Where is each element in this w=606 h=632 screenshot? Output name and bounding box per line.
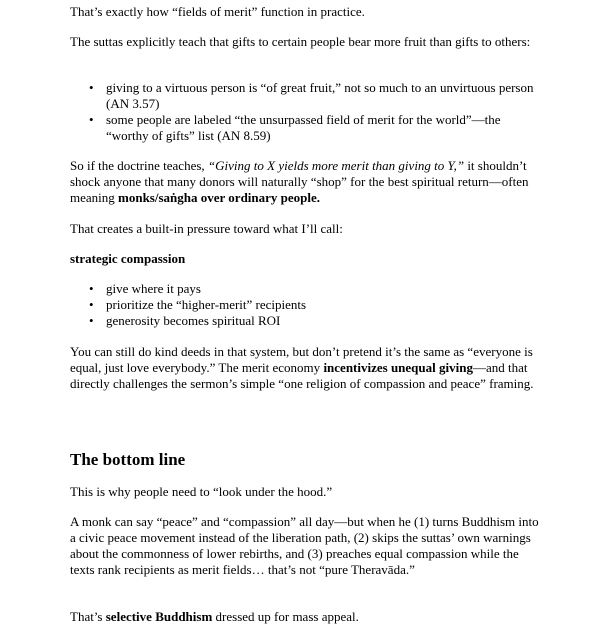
doctrine-bold: monks/saṅgha over ordinary people.	[118, 190, 321, 205]
list-item: • some people are labeled “the unsurpassed field of merit for the world”—the “worthy of gifts” list (AN 8.59)	[70, 112, 540, 144]
final-tail: dressed up for mass appeal.	[212, 609, 359, 624]
list-item: • give where it pays	[70, 281, 540, 297]
traits-list	[70, 281, 540, 329]
doctrine-middle: it shouldn’t shock anyone that many donors will naturally “shop” for the best spiritual return—often meaning	[70, 158, 529, 205]
conclusion-lead: You can still do kind deeds in that system, but don’t pretend it’s the same as “everyone is equal, just love everybody.” The merit economy	[70, 344, 533, 375]
final-paragraph	[70, 609, 540, 625]
doctrine-quote: “Giving to X yields more merit than giving to Y,”	[207, 158, 465, 173]
suttas-paragraph: The suttas explicitly teach that gifts to certain people bear more fruit than gifts to others:	[70, 34, 531, 49]
final-bold: selective Buddhism	[105, 609, 213, 624]
section-heading: The bottom line	[70, 450, 186, 469]
conclusion-paragraph	[70, 344, 540, 392]
list-item: • giving to a virtuous person is “of great fruit,” not so much to an unvirtuous person (AN 3.57)	[70, 80, 540, 112]
conclusion-tail: —and that directly challenges the sermon’s simple “one religion of compassion and peace” framing.	[70, 360, 534, 391]
conclusion-bold: incentivizes unequal giving	[323, 360, 473, 375]
doctrine-paragraph	[70, 158, 540, 206]
term-heading: strategic compassion	[70, 251, 186, 266]
list-item: • generosity becomes spiritual ROI	[70, 313, 540, 329]
pressure-paragraph: That creates a built-in pressure toward what I’ll call:	[70, 221, 343, 236]
hood-paragraph: This is why people need to “look under the hood.”	[70, 484, 333, 499]
final-lead: That’s	[70, 609, 106, 624]
monk-paragraph: A monk can say “peace” and “compassion” all day—but when he (1) turns Buddhism into a civic peace movement instead of the liberation path, (2) skips the suttas’ own warnings about the commonness of lower rebirths, and (3) preaches equal compassion while the texts rank recipients as merit fields… that’s not “pure Theravāda.”	[70, 514, 539, 577]
intro-paragraph: That’s exactly how “fields of merit” function in practice.	[70, 4, 365, 19]
examples-list	[70, 80, 540, 144]
doctrine-lead: So if the doctrine teaches,	[70, 158, 208, 173]
list-item: • prioritize the “higher-merit” recipients	[70, 297, 540, 313]
